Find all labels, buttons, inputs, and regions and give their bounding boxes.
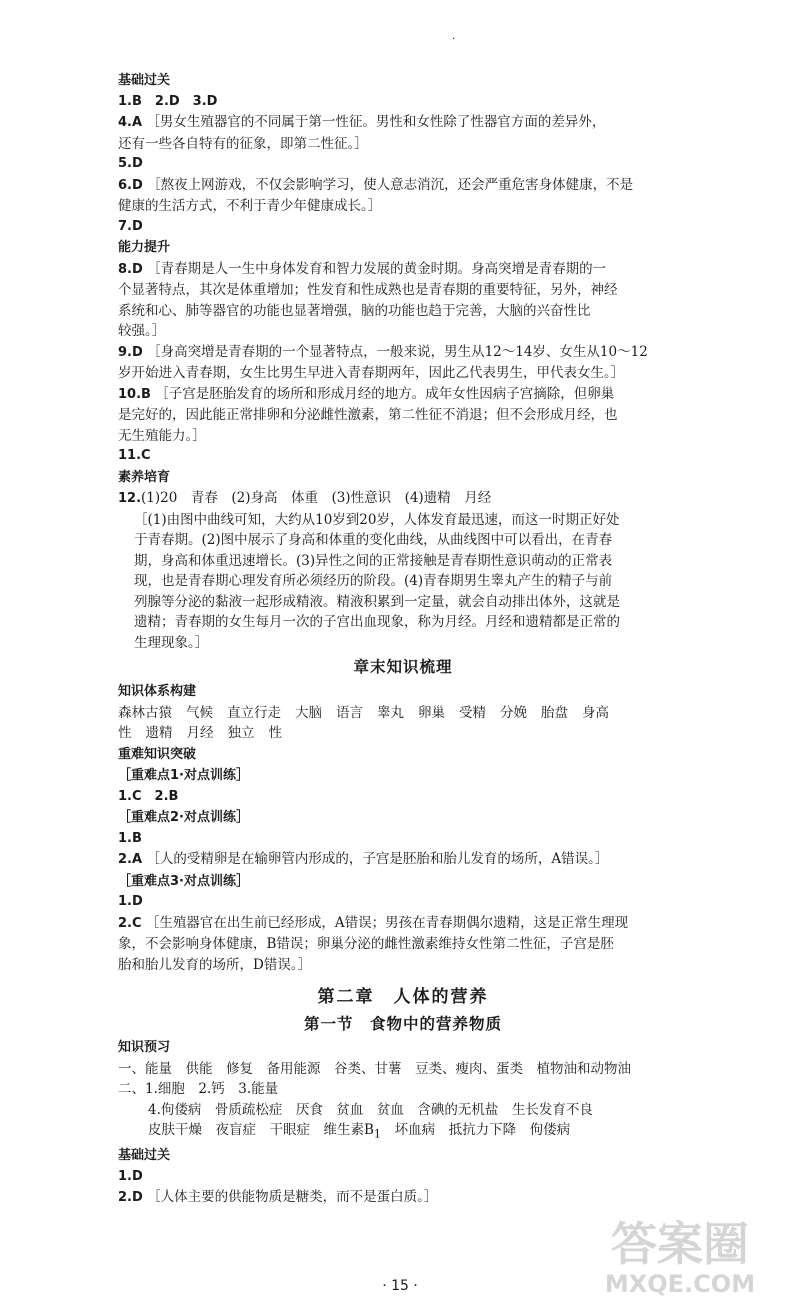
answer-line: 7.D xyxy=(118,218,143,234)
section-heading: 重难知识突破 xyxy=(118,746,197,762)
term: 气候 xyxy=(186,704,213,721)
chapter-title: 第二章 人体的营养 xyxy=(317,987,489,1007)
answer-line: 二、1.细胞 2.钙 3.能量 xyxy=(118,1081,279,1097)
explanation-line: 于青春期。(2)图中展示了身高和体重的变化曲线，从曲线图中可以看出，在青春 xyxy=(134,532,613,548)
answer-continuation: 较强。］ xyxy=(118,323,166,339)
answer-item: 9.D ［身高突增是青春期的一个显著特点，一般来说，男生从12～14岁、女生从10～12 xyxy=(118,343,648,360)
term: 卵巢 xyxy=(418,704,445,721)
top-dot: · xyxy=(452,34,456,45)
answer-line: 1.D xyxy=(118,894,143,909)
explanation-line: 期，身高和体重迅速增长。(3)异性之间的正常接触是青春期性意识萌动的正常表 xyxy=(134,552,613,569)
section-heading: 基础过关 xyxy=(118,73,171,88)
focus-point-heading: ［重难点1·对点训练］ xyxy=(118,768,249,783)
knowledge-terms-row xyxy=(118,703,688,724)
knowledge-terms-row xyxy=(118,723,688,744)
answer-line: 5.D xyxy=(118,156,143,171)
section-heading: 知识体系构建 xyxy=(118,684,197,699)
chapter-summary-title: 章末知识梳理 xyxy=(353,657,453,676)
focus-point-heading: ［重难点2·对点训练］ xyxy=(118,810,249,825)
answer-continuation: 系统和心、肺等器官的功能也显著增强，脑的功能也趋于完善，大脑的兴奋性比 xyxy=(118,302,591,319)
answer-line: 11.C xyxy=(118,448,151,463)
explanation-line: 生理现象。］ xyxy=(134,634,209,651)
answer-item: 8.D ［青春期是人一生中身体发育和智力发展的黄金时期。身高突增是青春期的一 xyxy=(118,260,607,277)
section-heading: 能力提升 xyxy=(118,240,171,255)
term: 性 xyxy=(118,725,132,741)
term: 森林古猿 xyxy=(118,704,172,721)
section-heading: 知识预习 xyxy=(118,1040,171,1055)
section-title: 第一节 食物中的营养物质 xyxy=(303,1014,502,1033)
page-number: · 15 · xyxy=(382,1278,418,1294)
answer-line: 1.B 2.D 3.D xyxy=(118,93,218,109)
answer-item: 10.B ［子宫是胚胎发育的场所和形成月经的地方。成年女性因病子宫摘除，但卵巢 xyxy=(118,385,615,402)
term: 遗精 xyxy=(145,725,173,741)
answer-line: 一、能量 供能 修复 备用能源 谷类、甘薯 豆类、瘦肉、蛋类 植物油和动物油 xyxy=(118,1060,631,1077)
answer-line: 1.D xyxy=(118,1168,143,1184)
explanation-line: 现，也是青春期心理发育所必须经历的阶段。(4)青春期男生睾丸产生的精子与前 xyxy=(134,573,613,589)
term: 睾丸 xyxy=(377,704,404,721)
section-heading: 基础过关 xyxy=(118,1148,171,1164)
explanation-line: ［(1)由图中曲线可知，大约从10岁到20岁，人体发育最迅速，而这一时期正好处 xyxy=(134,511,620,528)
explanation-line: 遗精；青春期的女生每月一次的子宫出血现象，称为月经。月经和遗精都是正常的 xyxy=(134,614,620,630)
answer-continuation: 健康的生活方式，不利于青少年健康成长。］ xyxy=(118,198,382,214)
answer-line: 1.C 2.B xyxy=(118,788,179,804)
answer-item: 2.D ［人体主要的供能物质是糖类，而不是蛋白质。］ xyxy=(118,1189,438,1206)
watermark-url: MXQE.COM xyxy=(604,1270,756,1298)
answer-item: 12.(1)20 青春 (2)身高 体重 (3)性意识 (4)遗精 月经 xyxy=(118,490,492,506)
focus-point-heading: ［重难点3·对点训练］ xyxy=(118,873,249,889)
answer-continuation: 个显著特点，其次是体重增加；性发育和性成熟也是青春期的重要特征，另外，神经 xyxy=(118,282,618,298)
term: 受精 xyxy=(459,704,486,721)
term: 独立 xyxy=(227,725,255,741)
term: 大脑 xyxy=(295,704,322,721)
answer-page xyxy=(118,70,688,1209)
answer-item: 2.C ［生殖器官在出生前已经形成，A错误；男孩在青春期偶尔遗精，这是正常生理现 xyxy=(118,914,629,931)
term: 分娩 xyxy=(500,704,527,721)
answer-line: 皮肤干燥 夜盲症 干眼症 维生素$B_1$ 坏血病 抵抗力下降 佝偻病 xyxy=(148,1122,571,1141)
term: 月经 xyxy=(186,725,214,741)
answer-item: 6.D ［熬夜上网游戏，不仅会影响学习，使人意志消沉，还会严重危害身体健康，不是 xyxy=(118,176,634,193)
answer-item: 2.A ［人的受精卵是在输卵管内形成的，子宫是胚胎和胎儿发育的场所，A错误。］ xyxy=(118,851,609,867)
term: 胎盘 xyxy=(541,704,568,721)
answer-line: 4.佝偻病 骨质疏松症 厌食 贫血 贫血 含碘的无机盐 生长发育不良 xyxy=(148,1101,593,1118)
term: 性 xyxy=(268,725,282,741)
term: 直立行走 xyxy=(227,704,281,721)
answer-line: 1.B xyxy=(118,830,142,846)
answer-continuation: 无生殖能力。］ xyxy=(118,427,206,444)
answer-continuation: 岁开始进入青春期，女生比男生早进入青春期两年，因此乙代表男生，甲代表女生。］ xyxy=(118,365,625,381)
section-heading: 素养培育 xyxy=(118,469,171,485)
answer-continuation: 胎和胎儿发育的场所，D错误。］ xyxy=(118,956,312,973)
term: 身高 xyxy=(582,704,609,721)
explanation-line: 列腺等分泌的黏液一起形成精液。精液积累到一定量，就会自动排出体外，这就是 xyxy=(134,593,620,610)
answer-continuation: 是完好的，因此能正常排卵和分泌雌性激素，第二性征不消退；但不会形成月经，也 xyxy=(118,407,618,423)
answer-continuation: 象，不会影响身体健康，B错误；卵巢分泌的雌性激素维持女性第二性征，子宫是胚 xyxy=(118,936,614,952)
watermark-text: 答案圈 xyxy=(611,1217,749,1271)
answer-continuation: 还有一些各自特有的征象，即第二性征。］ xyxy=(118,135,368,152)
watermark-logo xyxy=(580,1208,780,1300)
term: 语言 xyxy=(336,704,363,721)
answer-item: 4.A ［男女生殖器官的不同属于第一性征。男性和女性除了性器官方面的差异外， xyxy=(118,114,606,130)
